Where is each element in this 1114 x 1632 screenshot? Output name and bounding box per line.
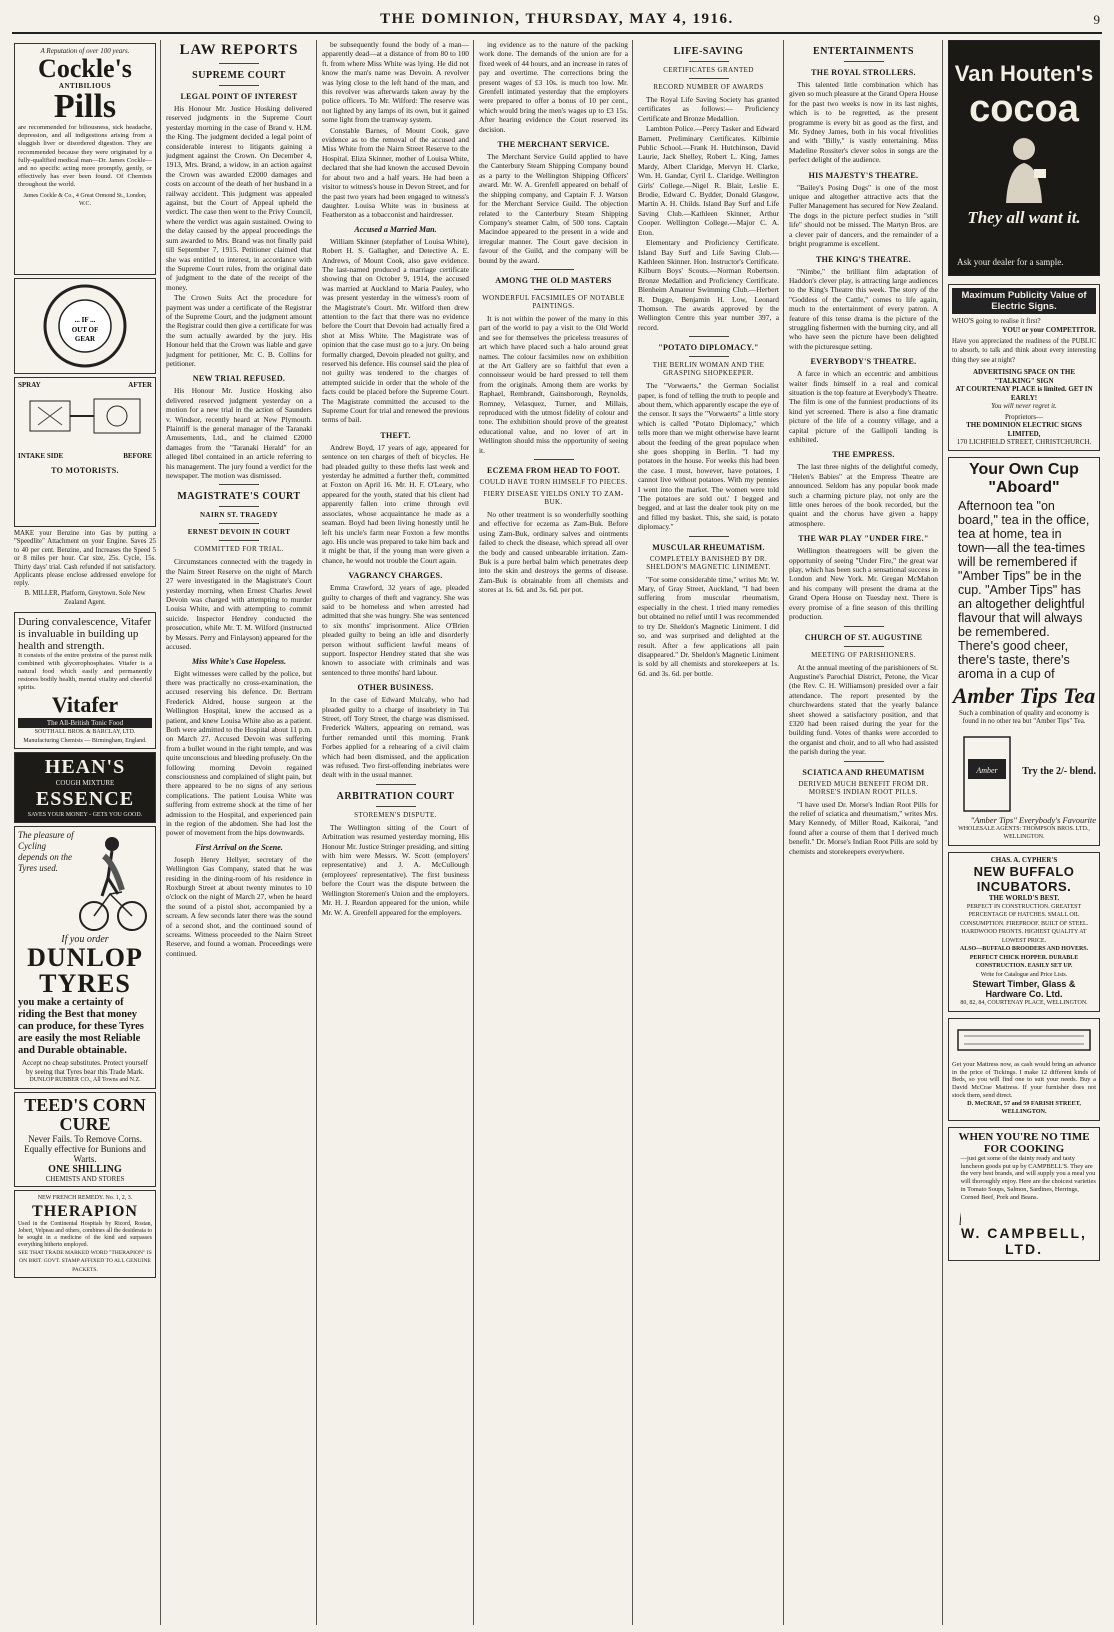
cyclist-illustration (74, 830, 148, 934)
stewart-timber-brand: Stewart Timber, Glass & Hardware Co. Ltd. (972, 979, 1076, 1000)
potato-diplomacy-heading: "POTATO DIPLOMACY." (658, 343, 759, 353)
legal-point-body-2: The Crown Suits Act the procedure for payment was under a certificate of the Registrar of the Supreme Court, and the judgment amount the Registrar could then give a certificate for was the sum actually awarded by the jury. His Honour held that the Crown was liable and gave judgment for petitioner, Mr. C. B. Collins for petitioner. (166, 293, 312, 368)
muscular-rheumatism-heading: MUSCULAR RHEUMATISM. (652, 542, 765, 552)
van-houtens-cocoa-advert (948, 40, 1100, 276)
amber-tips-logo: Amber Tips Tea (952, 682, 1096, 708)
cycling-text: The pleasure of Cycling depends on the Tyres used. (18, 830, 74, 874)
his-majestys-body: "Bailey's Posing Dogs" is one of the most unique and altogether attractive acts that the Fuller Management has secured for New Zealand. The dogs in the picture perfect studies in "still life" should not be missed. The Martyn Bros. are a clever pair of dancers, and the remainder of a bright programme is excellent. (789, 182, 938, 249)
committed-for-trial-heading: COMMITTED FOR TRIAL. (194, 545, 284, 554)
first-arrival-body: Joseph Henry Hellyer, secretary of the Wellington Gas Company, stated that he was residing in the dining-room of his residence in Roxburgh Street at about twenty minutes to 10 o'clock on the night of March 27, when he heard the sound of a pistol shot, accompanied by a scream. A few seconds later there was the sound of a second shot, and the continued sound of screams. Witness proceeded to the Nairn Street Reserve, and found a woman. Proceedings were continued. (166, 854, 312, 958)
signs-advertising-space: ADVERTISING SPACE ON THE "TALKING" SIGN (973, 368, 1075, 385)
law-reports-heading: LAW REPORTS (179, 42, 299, 58)
old-masters-subheading: WONDERFUL FACSIMILES OF NOTABLE PAINTINGS. (482, 293, 625, 310)
cypher-also: ALSO—BUFFALO BROODERS AND HOVERS. PERFECT CHICK HOPPER. DURABLE CONSTRUCTION. EASILY SET UP. (959, 946, 1089, 970)
therapion-brand: THERAPION (32, 1202, 138, 1220)
cockle-reputation: A Reputation of over 100 years. (40, 47, 130, 55)
mattress-illustration (954, 1022, 1094, 1056)
motorists-heading: TO MOTORISTS. (51, 466, 119, 475)
divider (219, 523, 259, 524)
muscular-rheumatism-subheading: COMPLETELY BANISHED BY DR. SHELDON'S MAGNETIC LINIMENT. (646, 554, 771, 571)
divider (219, 540, 259, 541)
electric-signs-advert (948, 284, 1100, 451)
therapion-footer: SEE THAT TRADE MARKED WORD "THERAPION" IS ON BRIT. GOVT. STAMP AFFIXED TO ALL GENUINE PACKETS. (18, 1249, 152, 1273)
cockle-brand: Cockle's (38, 53, 132, 83)
tea-packet-illustration (952, 729, 1022, 815)
eczema-subheading-2: FIERY DISEASE YIELDS ONLY TO ZAM-BUK. (483, 490, 624, 507)
schnapps-logo-badge (37, 282, 133, 370)
divider (219, 85, 259, 86)
under-fire-body: Wellington theatregoers will be given the opportunity of seeing "Under Fire," the great war play, which has been such a sensational success in London and New York. Mr. Gregan McMahon and his company will present the drama at the Grand Opera House on Tuesday next. There is every promise of a fine season of this thrilling production. (789, 546, 938, 622)
vagrancy-body: Emma Crawford, 32 years of age, pleaded guilty to charges of theft and vagrancy. She was said to be homeless and when arrested had admitted that she was hungry. She was sentenced to six months' imprisonment. Alice O'Brien pleaded guilty to being an idle and disorderly person without sufficient lawful means of support. Inspector Hendrey stated that she was known to associate with criminals and was sentenced to three months' hard labour. (322, 583, 469, 677)
signs-who-line: WHO'S going to realise it first? (952, 317, 1041, 325)
motorists-signature: B. MILLER, Platform, Greytown. Sole New Zealand Agent. (24, 589, 146, 607)
column-rule (632, 40, 633, 1625)
signs-courtenay-place: AT COURTENAY PLACE is limited. GET IN EARLY! (955, 385, 1093, 402)
before-label: BEFORE (123, 452, 152, 460)
column-5-news (638, 40, 779, 1625)
motorists-body: MAKE your Benzine into Gas by putting a "Speedlite" Attachment on your Engine. Saves 25 to 40 per cent. Benzine, and Increases the Speed 5 or 8 miles per hour. Car size, 25s. Cycle, 15s. Thirty days' trial. Cash refunded if not satisfactory. Applicants please enclose addressed envelope for reply. (14, 530, 156, 588)
vitafer-advert (14, 612, 156, 750)
life-saving-body: The Royal Life Saving Society has granted certificates as follows:— Proficiency Certificate and Bronze Medallion. (638, 95, 779, 123)
old-masters-body: It is not within the power of the many in this part of the world to pay a visit to the Old World and see for themselves the priceless treasures of art which have placed such a halo around great names. The colour facsimiles now on exhibition at the Art Gallery are so faithful that even a connoisseur would be hard pressed to tell them from the originals. Among them are works by Raphael, Rembrandt, Gainsborough, Reynolds, Romney, Velasquez, Turner, and Millais, reproduced with the utmost fidelity of colour and tone. The exhibition should prove of the greatest educational value, and no lover of art in Wellington should miss the opportunity of seeing it. (479, 313, 628, 455)
amber-tips-favourite: "Amber Tips" Everybody's Favourite (970, 814, 1096, 825)
divider (844, 646, 884, 647)
divider (844, 761, 884, 762)
under-fire-heading: THE WAR PLAY "UNDER FIRE." (798, 534, 929, 544)
spray-label: SPRAY (18, 381, 41, 389)
magistrates-court-heading: MAGISTRATE'S COURT (177, 491, 301, 503)
dunlop-body: you make a certainty of riding the Best that money can produce, for these Tyres are easily the most Reliable and Durable obtainable. (18, 997, 144, 1057)
miss-white-case-heading: Miss White's Case Hopeless. (191, 656, 287, 666)
teeds-footer: CHEMISTS AND STORES (45, 1174, 125, 1183)
supreme-court-heading: SUPREME COURT (192, 70, 286, 81)
ernest-devoin-heading: ERNEST DEVOIN IN COURT (187, 528, 291, 537)
campbell-body: —just get some of the dainty ready and tasty luncheon goods put up by CAMPBELL'S. They are the very best brands, and will supply you a meal you will thoroughly enjoy. Here are the choicest varieties in Tomato Soups, Salmon, Sardines, Herrings, Corned Beef, Pork and Beans. (960, 1154, 1096, 1201)
intake-label: INTAKE SIDE (18, 452, 64, 460)
old-masters-heading: AMONG THE OLD MASTERS (495, 275, 612, 285)
van-houten-tagline: They all want it. (967, 208, 1081, 227)
speedlite-motorists-advert (14, 377, 156, 527)
chef-illustration (952, 1155, 961, 1225)
muscular-rheumatism-body: "For some considerable time," writes Mr. W. Mary, of Gray Street, Auckland, "I had been suffering from muscular rheumatism, especially in the chest. I tried many remedies but obtained no relief until I was recommended to try Dr. Sheldon's Magnetic Liniment. I did so, and was surprised and delighted at the result. After a few applications all pain disappeared." Dr. Sheldon's Magnetic Liniment is sold by all chemists and storekeepers at 1s. 6d. and 3s. 6d. per bottle. (638, 574, 779, 678)
entertainments-heading: ENTERTAINMENTS (813, 46, 914, 57)
column-2-law-reports (166, 40, 312, 1625)
arbitration-court-heading: ARBITRATION COURT (336, 790, 455, 802)
life-saving-heading: LIFE-SAVING (673, 46, 744, 57)
signs-body: Have you appreciated the readiness of the PUBLIC to absorb, to talk and think about every interesting thing they see at night? (952, 338, 1096, 364)
dunlop-if-you-order: If you order (61, 934, 109, 946)
empress-body: The last three nights of the delightful comedy, "Helen's Babies" at the Empress Theatre are announced. Seldom has any popular book made such a charming picture play, not only are the little ones heroes of the book recorded, but the quaint and the chorus have given a happy atmosphere. (789, 462, 938, 528)
dunlop-tyres-advert (14, 826, 156, 1089)
cockle-body: are recommended for biliousness, sick headache, depression, and all indigestions arising from a sluggish liver or disordered digestion. They are recommended because they were originated by a fully-qualified medical man—Dr. James Cockle—and no specific acting more promptly, gently, or effectively has ever been found. Of Chemists throughout the world. (18, 124, 152, 189)
signs-you-line: YOU! or your COMPETITOR. (1002, 325, 1096, 334)
storemens-dispute-heading: STOREMEN'S DISPUTE. (354, 810, 437, 819)
cypher-worlds-best: THE WORLD'S BEST. (988, 894, 1060, 903)
dunlop-footer: Accept no cheap substitutes. Protect yourself by seeing that Tyres bear this Trade Mark. (22, 1059, 148, 1076)
divider (689, 336, 729, 337)
nairn-tragedy-body: Circumstances connected with the tragedy in the Nairn Street Reserve on the night of March 27 were investigated in the Magistrate's Court yesterday morning, when Ernest Charles Jewel Devoin was charged with attempting to murder Louisa White, and with attempting to commit suicide. Inspector Hendrey conducted the prosecution, while Mr. T. M. Wilford (instructed by Messrs. Perry and Finlayson) appeared for the accused. (166, 557, 312, 652)
kings-theatre-heading: THE KING'S THEATRE. (816, 254, 911, 264)
cockle-subtitle: ANTIBILIOUS (58, 81, 112, 90)
vagrancy-heading: VAGRANCY CHARGES. (348, 571, 443, 581)
cypher-heading: CHAS. A. CYPHER'S (990, 855, 1058, 864)
svg-text:GEAR: GEAR (74, 335, 96, 343)
cockles-pills-advert (14, 43, 156, 275)
everybodys-theatre-heading: EVERYBODY'S THEATRE. (810, 357, 917, 367)
empress-heading: THE EMPRESS. (832, 450, 895, 460)
column-rule (783, 40, 784, 1625)
new-trial-heading: NEW TRIAL REFUSED. (192, 374, 286, 384)
first-arrival-heading: First Arrival on the Scene. (195, 842, 283, 852)
buffalo-incubators-advert (948, 852, 1100, 1012)
svg-text:... IF ...: ... IF ... (74, 316, 96, 324)
st-augustine-body: At the annual meeting of the parishioners of St. Augustine's Parochial District, Petone, the Vicar (the Rev. C. H. Williamson) presided over a fair attendance. The report presented by the churchwardens stated that the yearly balance sheet showed a satisfactory position, and that £320 had been raised during the year for the building fund. Votes of thanks were accorded to the organist and choir, and to all who had assisted the parish during the year. (789, 662, 938, 757)
campbell-ltd-advert (948, 1127, 1100, 1261)
life-saving-body-3: Elementary and Proficiency Certificate. Island Bay Surf and Life Saving Club.—Kathleen Skinner. Hon. Instructor's Certificate. Kilburn Boys' Scouts.—Norman Robertson. Bronze Medallion and Proficiency Certificate. Blenheim Amateur Swimming Club.—Herbert R. Dugge, Benjamin H. Low, Leonard Thomson. The awards approved by the Wellington Centre this year number 397, a record. (638, 238, 779, 332)
accused-married-body: William Skinner (stepfather of Louisa White), Robert H. S. Gallagher, and Detective A. E. Andrews, of Mount Cook, also gave evidence. The last-named produced a marriage certificate showing that on October 9, 1914, the accused was married at Auckland to Maria Pauley, who was present yesterday in the witness's room of the Magistrate's Court. Mr. Wilford then drew attention to the fact that there was no evidence before the Court that Devoin had actually fired a shot at Miss White. The Magistrate was of opinion that the case must go to a jury. On being formally charged, Devoin pleaded not guilty, and reserved his defence. His counsel said the plea of not guilty was tendered to the charges of attempted suicide in order that the whole of the facts could be placed before the Supreme Court. The Magistrate committed the accused to the Supreme Court for trial and renewed the previous terms of bail. (322, 236, 469, 425)
amber-tips-tea-advert (948, 457, 1100, 846)
eczema-heading: ECZEMA FROM HEAD TO FOOT. (486, 466, 621, 476)
cockle-address: James Cockle & Co., 4 Great Ormond St., London, W.C. (23, 192, 147, 208)
theft-heading: THEFT. (380, 430, 411, 440)
carburettor-illustration (20, 389, 150, 447)
teeds-brand: TEED'S CORN CURE (24, 1094, 146, 1134)
cypher-body: PERFECT IN CONSTRUCTION. GREATEST PERCENTAGE OF HATCHES. SMALL OIL CONSUMPTION. FIREPROOF. BUILT OF STEEL. HARDWOOD FRONTS. HIGHEST QUALITY AT LOWEST PRICE. (959, 903, 1089, 944)
column-6-entertainments (789, 40, 938, 1625)
merchant-service-body: The Merchant Service Guild applied to have the Canterbury Steam Shipping Company bound as a party to the Wellington Shipping Officers' award. Mr. W. A. Grenfell appeared on behalf of the shipping company, and Captain F. J. Watson for the Merchant Service Guild. The objection related to the Canterbury Steam Shipping Company's steamer Calm, of 500 tons. Captain Macindoe appeared to the present in a wide and irregular manner. The Court gave decision in favour of the Guild, and the company will be bound by the award. (479, 152, 628, 265)
sciatica-subheading: DERIVED MUCH BENEFIT FROM DR. MORSE'S INDIAN ROOT PILLS. (798, 779, 929, 796)
heans-essence-advert (14, 752, 156, 823)
stewart-address: 80, 82, 84, COURTENAY PLACE, WELLINGTON. (960, 1000, 1088, 1007)
divider (689, 78, 729, 79)
column-rule (160, 40, 161, 1625)
divider (844, 61, 884, 62)
mattress-footer: D. McCRAE, 57 and 59 FARISH STREET, WELLINGTON. (967, 1099, 1081, 1116)
page-number: 9 (1093, 12, 1100, 27)
kings-theatre-body: "Nimbe," the brilliant film adaptation of Haddon's clever play, is attracting large audiences to the King's Theatre this week. The story of the "Goddess of the Cattle," comes to life again, much to the entertainment of every patron. A feature of this tense drama is the picture of the struggling fishermen with the burning city, and all who have seen the picture have been delighted with the picturesque setting. (789, 266, 938, 351)
divider (534, 269, 574, 270)
legal-point-heading: LEGAL POINT OF INTEREST (180, 92, 298, 101)
cocoa-word: cocoa (969, 88, 1079, 130)
amber-tips-combination: Such a combination of quality and economy is found in no other tea but "Amber Tips" Tea. (958, 708, 1090, 726)
divider (689, 61, 729, 62)
column-rule (942, 40, 943, 1625)
vitafer-brand: Vitafer (51, 691, 119, 717)
campbell-brand: W. CAMPBELL, LTD. (961, 1224, 1087, 1257)
divider (376, 784, 416, 785)
vitafer-footer: SOUTHALL BROS. & BARCLAY, LTD. Manufacturing Chemists — Birmingham, England. (23, 729, 147, 744)
signs-proprietors: Proprietors— (1004, 412, 1044, 421)
column-4-news (479, 40, 628, 1625)
divider (376, 806, 416, 807)
van-houten-ask-dealer: Ask your dealer for a sample. (957, 257, 1064, 267)
sciatica-body: "I have used Dr. Morse's Indian Root Pills for the relief of sciatica and rheumatism," writes Mrs. Mary Kennedy, of Miller Road, Kaikorai, "and found after a course of them that I derived much benefit." Dr. Morse's Indian Root Pills are sold by chemists and storekeepers everywhere. (789, 799, 938, 856)
column-rule (473, 40, 474, 1625)
vitafer-intro: During convalescence, Vitafer is invaluable in building up health and strength. (18, 615, 152, 652)
st-augustine-heading: CHURCH OF ST. AUGUSTINE (804, 632, 923, 642)
his-majestys-heading: HIS MAJESTY'S THEATRE. (808, 170, 919, 180)
potato-diplomacy-body: The "Vorwaerts," the German Socialist paper, is fond of telling the truth to people and about them, which apparently escape the eye of the censor. It says the "Vorwaerts" a little story which is called "Potato Diplomacy," which tells more than we might otherwise have learnt about the feeding of the great populace when she goes shopping in Berlin. "I had my potatoes in the house. For weeks this had been the case. I must, however, have potatoes, I cannot live without potatoes. With my pennies I went into the market. The women were told 'The potatoes are sold out.' I begged and begged, and at last the dealer took pity on me and filled my basket. This, she said, is potato diplomacy." (638, 381, 779, 532)
vitafer-body: It consists of the entire proteins of the purest milk combined with glycerophosphates. Vitafer is a natural food which easily and permanently restores bodily health, mental vitality and cheerful spirits. (18, 651, 152, 691)
amber-tips-body: Afternoon tea "on board," tea in the office, tea at home, tea in town—all the tea-times will be remembered if "Amber Tips" be in the cup. "Amber Tips" has an altogether delightful flavour that will always be remembered. There's good cheer, there's taste, there's aroma in a cup of (958, 498, 1090, 681)
heans-subtitle: COUGH MIXTURE (55, 779, 115, 788)
other-business-body: In the case of Edward Mulcahy, who had pleaded guilty to a charge of insobriety in Tui Street, off Tory Street, the charge was dismissed. Frederick Walters, appearing on remand, was further remanded until this morning. Frank Forbes applied for a rehearing of a civil claim which had been dismissed, and the application was refused. Two first-offending inebriates were dealt with in the usual manner. (322, 695, 469, 780)
dunlop-brand: DUNLOP TYRES (27, 943, 143, 999)
amber-tips-agents: WHOLESALE AGENTS: THOMPSON BROS. LTD., WELLINGTON. (958, 825, 1090, 841)
accused-married-heading: Accused a Married Man. (354, 224, 437, 234)
life-saving-body-2: Lambton Police.—Percy Tasker and Edward Barnett. Preliminary Certificates. Kilbirnie Public School.—Frank H. Hutchinson, David Laurie, Jack Shelley, Robert L. King, James Mardy, Albert Claridge, Mervyn H. Clarke, Wm. H. Gandar, Cyril L. Claridge. Wellington Girls' College.—Nigel R. Blair, Leslie E. Brodie, Edward C. Bydder, Donald Glasgow, Martin A. H. Childs. Island Bay Surf and Life Saving Club.—Kathleen Skinner, Arthur Cooper. Wellington College.—Major C. A. Eton. (638, 124, 779, 237)
mattress-body: Get your Mattress now, as cash would bring an advance in the price of Tickings. I make 12 different kinds of Beds, so you will find one to suit your needs. Buy a David McCrae Mattress. If your furnisher does not stock them, send direct. (952, 1060, 1096, 1099)
divider (219, 506, 259, 507)
legal-point-body: His Honour Mr. Justice Hosking delivered reserved judgments in the Supreme Court yesterday morning in the case of Brand v. H.M. the King. The judgment decided a legal point of considerable interest to litigants gaining a judgment against the Crown. On December 4, 1913, Mrs. Brand, a widow, in an action against the Crown was awarded £2000 damages and costs on account of the death of her husband in a railway accident. This judgment was appealed against, but the Court of Appeal upheld the verdict. The case then went to the Privy Council, where the verdict was again sustained. Owing to the delay caused by the appeal proceedings the sum awarded to Mrs. Brand was not finally paid till September 7, 1915. Petitioner claimed that she was entitled to interest, in accordance with the Supreme Court rules, from the original date of judgment to the date of the receipt of the money. (166, 104, 312, 292)
divider (689, 356, 729, 357)
everybodys-theatre-body: A farce in which an eccentric and ambitious waiter finds himself in a real and comical situation is the top feature at Everybody's Theatre. The film is one of the funniest productions of its kind yet screened. There is also a fine dramatic picture of the life of a country village, and a capital picture of the Gallipoli landing is exhibited. (789, 369, 938, 444)
column-rule (316, 40, 317, 1625)
heans-tagline: SAVES YOUR MONEY - GETS YOU GOOD. (27, 811, 143, 818)
dunlop-company: DUNLOP RUBBER CO., All Towns and N.Z. (29, 1077, 141, 1084)
eczema-body: No other treatment is so wonderfully soothing and effective for eczema as Zam-Buk. Before using Zam-Buk, ordinary salves and ointments failed to check the disease, which spread all over the body and caused unbearable irritation. Zam-Buk is a pure herbal balm which penetrates deep into the skin and destroys the germs of disease. Zam-Buk is obtainable from all chemists and stores at 1s. 6d. and 3s. 6d. per pot. (479, 510, 628, 595)
devoin-evidence-body: be subsequently found the body of a man—apparently dead—at a distance of from 80 to 100 ft. from where Miss White was lying. He did not know the man's name was Devoin. A revolver was lying close to the left hand of the man, and this revolver was afterwards taken away by the police officers. To Mr. Wilford: The reserve was not lighted by any lamps of its own, but it gained some light from the tramway system. (322, 40, 469, 125)
record-awards-heading: RECORD NUMBER OF AWARDS (653, 83, 764, 91)
therapion-advert (14, 1190, 156, 1278)
royal-strollers-heading: THE ROYAL STROLLERS. (811, 68, 916, 77)
theft-body: Andrew Boyd, 17 years of age, appeared for sentence on ten charges of theft of bicycles. He had pleaded guilty to these thefts last week and yesterday he admitted a further theft, committed at Foxton on April 16. Mr. H. F. O'Leary, who appeared for the youth, stated that his client had apparently fallen into crime through evil associates, whose acquaintance he made as a seaman. Boyd had been living honestly until he left his uncle's farm near Foxton a few months ago. His uncle was prepared to take him back and it might be that, if the young man were given a chance, he would not trouble the Court again. (322, 442, 469, 565)
signs-regret: You will never regret it. (991, 402, 1057, 411)
column-1-adverts (14, 40, 156, 1625)
electric-signs-heading: Maximum Publicity Value of Electric Signs. (952, 288, 1096, 314)
newspaper-title: THE DOMINION, THURSDAY, MAY 4, 1916. (380, 10, 734, 27)
divider (844, 626, 884, 627)
masthead (12, 6, 1102, 34)
miss-white-case-body: Eight witnesses were called by the police, but there was practically no cross-examination, the accused reserving his defence. Dr. Bertram Frederick Aldred, house surgeon at the Wellington Hospital, knew the accused as a patient, and knew Louisa White also as a patient. Both were admitted to the Hospital about 11 p.m. on March 27. Accused Devoin was suffering from a bullet wound in the right temple, and was quite unconscious and bleeding profusely. On the following morning Devoin regained consciousness and complained of slight pain, but there appeared to be no signs of any serious complications. The patient Louisa White was suffering from extreme shock at the time of her admission to the Hospital, and experienced pain in the region of the abdomen. She had lost the power of movement from the hips downwards. (166, 668, 312, 838)
no-time-cooking-heading: WHEN YOU'RE NO TIME FOR COOKING (958, 1130, 1090, 1155)
new-trial-body: His Honour Mr. Justice Hosking also delivered reserved judgment yesterday on a motion for a new trial in the action of Saunders v. Windsor, recently heard at New Plymouth. Plaintiff is the general manager of the Taranaki Amusements, Ltd., and he claimed £2000 damages from the "Taranaki Herald" for an alleged libel contained in an article referring to his management. The jury found a verdict for the newspaper. The motion was dismissed. (166, 386, 312, 481)
therapion-top: NEW FRENCH REMEDY. No. 1, 2, 3. (37, 1195, 133, 1202)
wolfes-schnapps-advert (14, 278, 156, 374)
vitafer-tagline: The All-British Tonic Food (18, 718, 152, 729)
storemen-continued-body: ing evidence as to the nature of the packing work done. The demands of the union are for a fixed week of 44 hours, and an increase in rates of pay and overtime. The corrections bring the present wages of £3 10s. is much too low. Mr. Grenfell intimated yesterday that the employers were prepared to offer a bonus of 10 per cent., which would bring the men's wages up to £3 15s. After hearing evidence the Court reserved its decision. (479, 40, 628, 134)
woman-with-cup-illustration (994, 133, 1054, 203)
divider (534, 289, 574, 290)
amber-tips-try: Try the 2/- blend. (1022, 765, 1096, 777)
van-houten-brand: Van Houten's (954, 61, 1094, 86)
signs-company: THE DOMINION ELECTRIC SIGNS LIMITED, (966, 421, 1082, 438)
mattress-advert (948, 1018, 1100, 1121)
certificates-heading: CERTIFICATES GRANTED (663, 66, 754, 74)
therapion-body: Used in the Continental Hospitals by Ricord, Rostan, Jobert, Velpeau and others, combines all the desiderata to be sought in a medicine of the kind and surpasses everything hitherto employed. (18, 1220, 152, 1248)
merchant-service-heading: THE MERCHANT SERVICE. (497, 140, 610, 150)
teeds-corn-cure-advert (14, 1092, 156, 1188)
after-label: AFTER (128, 381, 152, 389)
eczema-subheading: COULD HAVE TORN HIMSELF TO PIECES. (479, 478, 628, 487)
heans-essence-word: ESSENCE (35, 787, 135, 810)
parishioners-subheading: MEETING OF PARISHIONERS. (811, 650, 916, 659)
royal-strollers-body: This talented little combination which has given so much pleasure at the Grand Opera House for the past two weeks is now in its last nights, which is to be regretted, as the present programme is every bit as good as the first, and Mr. Sydney James, both in his vocal frivolities and with "Billy," is vastly entertaining. Miss Madeline Rossiter's clever solos in songs are the perfect delight of the audience. (789, 80, 938, 165)
sciatica-heading: SCIATICA AND RHEUMATISM (802, 767, 925, 777)
arbitration-body: The Wellington sitting of the Court of Arbitration was resumed yesterday morning, His Honour Mr. Justice Stringer presiding, and sitting with him were Messrs. W. Scott (employers' representative) and J. A. McCullough (employees' representative). The first business before the Court was the dispute between the Wellington Storemen's Union and the employers. Mr. H. J. Reardon appeared for the union, while Mr. W. A. Grenfell appeared for the employers. (322, 822, 469, 917)
devoin-evidence-body-2: Constable Barnes, of Mount Cook, gave evidence as to the removal of the accused and Miss White from the Nairn Street Reserve to the Hospital. Eliza Skinner, mother of Louisa White, declared that she had known the accused Devoin for about two and a half years. He had been a visitor to witness's house in Devon Street, and for the past two years had been engaged to witness's daughter. Louisa White was in business at Featherston as a tobacconist and hairdresser. (322, 125, 469, 220)
divider (219, 484, 259, 485)
potato-diplomacy-subheading: THE BERLIN WOMAN AND THE GRASPING SHOPKEEPER. (652, 361, 765, 378)
column-3-court-continued (322, 40, 469, 1625)
signs-address: 170 LICHFIELD STREET, CHRISTCHURCH. (956, 438, 1092, 447)
divider (689, 536, 729, 537)
teeds-price: ONE SHILLING (48, 1163, 122, 1175)
divider (219, 63, 259, 64)
cockle-pills-word: Pills (53, 88, 117, 125)
buffalo-incubators-brand: NEW BUFFALO INCUBATORS. (973, 864, 1075, 895)
svg-text:Amber: Amber (976, 765, 998, 775)
other-business-heading: OTHER BUSINESS. (357, 683, 434, 693)
cypher-write: Write for Catalogue and Price Lists. (980, 971, 1068, 978)
svg-text:OUT OF: OUT OF (71, 326, 99, 334)
divider (534, 459, 574, 460)
column-7-adverts (948, 40, 1100, 1625)
teeds-body: Never Fails. To Remove Corns. Equally effective for Bunions and Warts. (24, 1133, 146, 1164)
heans-brand: HEAN'S (44, 756, 126, 779)
amber-tips-heading: Your Own Cup "Aboard" (969, 460, 1079, 496)
nairn-st-tragedy-heading: NAIRN ST. TRAGEDY (200, 511, 278, 520)
